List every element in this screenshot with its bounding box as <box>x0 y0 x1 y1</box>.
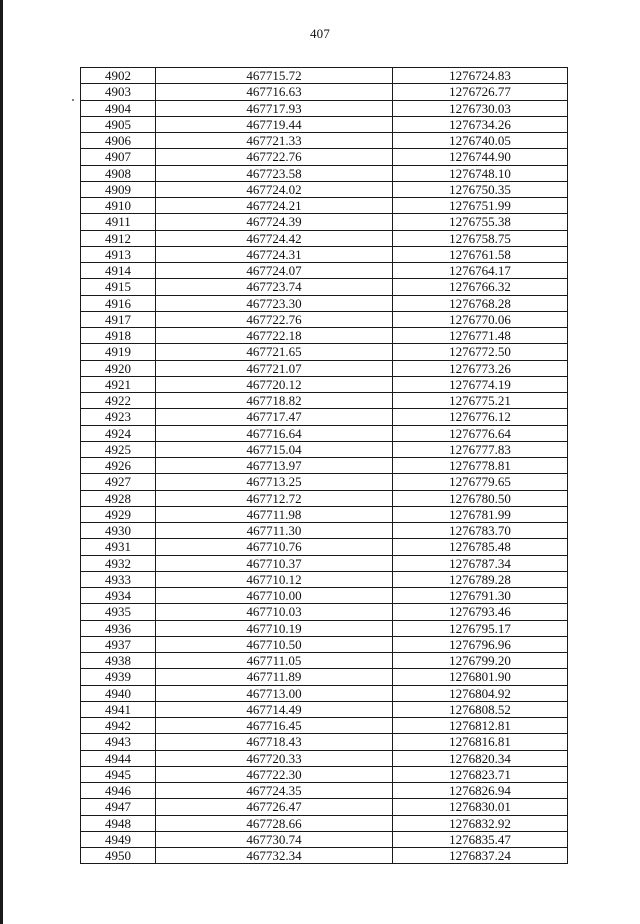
point-number-cell: 4916 <box>81 295 156 311</box>
y-coordinate-cell: 1276820.34 <box>393 750 568 766</box>
point-number-cell: 4942 <box>81 718 156 734</box>
table-row <box>81 604 568 620</box>
point-number-cell: 4919 <box>81 344 156 360</box>
x-coordinate-cell: 467726.47 <box>156 799 393 815</box>
x-coordinate-cell: 467723.74 <box>156 279 393 295</box>
y-coordinate-cell: 1276816.81 <box>393 734 568 750</box>
x-coordinate-cell: 467718.82 <box>156 393 393 409</box>
x-coordinate-cell: 467713.97 <box>156 458 393 474</box>
table-row <box>81 311 568 327</box>
table-row <box>81 734 568 750</box>
x-coordinate-cell: 467719.44 <box>156 116 393 132</box>
point-number-cell: 4940 <box>81 685 156 701</box>
y-coordinate-cell: 1276744.90 <box>393 149 568 165</box>
y-coordinate-cell: 1276785.48 <box>393 539 568 555</box>
x-coordinate-cell: 467716.45 <box>156 718 393 734</box>
table-row <box>81 263 568 279</box>
point-number-cell: 4932 <box>81 555 156 571</box>
x-coordinate-cell: 467720.12 <box>156 376 393 392</box>
x-coordinate-cell: 467723.30 <box>156 295 393 311</box>
y-coordinate-cell: 1276740.05 <box>393 133 568 149</box>
table-row <box>81 555 568 571</box>
point-number-cell: 4912 <box>81 230 156 246</box>
point-number-cell: 4911 <box>81 214 156 230</box>
table-row <box>81 295 568 311</box>
x-coordinate-cell: 467724.07 <box>156 263 393 279</box>
x-coordinate-cell: 467722.30 <box>156 766 393 782</box>
y-coordinate-cell: 1276776.12 <box>393 409 568 425</box>
table-row <box>81 133 568 149</box>
point-number-cell: 4925 <box>81 441 156 457</box>
point-number-cell: 4947 <box>81 799 156 815</box>
point-number-cell: 4944 <box>81 750 156 766</box>
x-coordinate-cell: 467712.72 <box>156 490 393 506</box>
y-coordinate-cell: 1276796.96 <box>393 636 568 652</box>
y-coordinate-cell: 1276837.24 <box>393 848 568 864</box>
table-row <box>81 409 568 425</box>
point-number-cell: 4910 <box>81 198 156 214</box>
point-number-cell: 4906 <box>81 133 156 149</box>
y-coordinate-cell: 1276791.30 <box>393 588 568 604</box>
point-number-cell: 4909 <box>81 181 156 197</box>
x-coordinate-cell: 467724.35 <box>156 783 393 799</box>
table-row <box>81 783 568 799</box>
y-coordinate-cell: 1276748.10 <box>393 165 568 181</box>
point-number-cell: 4931 <box>81 539 156 555</box>
x-coordinate-cell: 467724.02 <box>156 181 393 197</box>
y-coordinate-cell: 1276830.01 <box>393 799 568 815</box>
table-row <box>81 393 568 409</box>
table-row <box>81 165 568 181</box>
x-coordinate-cell: 467721.33 <box>156 133 393 149</box>
x-coordinate-cell: 467717.93 <box>156 100 393 116</box>
y-coordinate-cell: 1276801.90 <box>393 669 568 685</box>
point-number-cell: 4949 <box>81 831 156 847</box>
x-coordinate-cell: 467721.65 <box>156 344 393 360</box>
y-coordinate-cell: 1276795.17 <box>393 620 568 636</box>
y-coordinate-cell: 1276789.28 <box>393 571 568 587</box>
point-number-cell: 4933 <box>81 571 156 587</box>
table-row <box>81 198 568 214</box>
table-row <box>81 750 568 766</box>
table-row <box>81 848 568 864</box>
x-coordinate-cell: 467710.12 <box>156 571 393 587</box>
x-coordinate-cell: 467722.76 <box>156 149 393 165</box>
table-row <box>81 458 568 474</box>
point-number-cell: 4904 <box>81 100 156 116</box>
y-coordinate-cell: 1276772.50 <box>393 344 568 360</box>
point-number-cell: 4920 <box>81 360 156 376</box>
y-coordinate-cell: 1276808.52 <box>393 701 568 717</box>
y-coordinate-cell: 1276781.99 <box>393 506 568 522</box>
x-coordinate-cell: 467728.66 <box>156 815 393 831</box>
y-coordinate-cell: 1276726.77 <box>393 84 568 100</box>
point-number-cell: 4905 <box>81 116 156 132</box>
x-coordinate-cell: 467711.30 <box>156 523 393 539</box>
x-coordinate-cell: 467716.64 <box>156 425 393 441</box>
point-number-cell: 4902 <box>81 68 156 84</box>
table-row <box>81 718 568 734</box>
x-coordinate-cell: 467713.00 <box>156 685 393 701</box>
table-row <box>81 831 568 847</box>
point-number-cell: 4913 <box>81 246 156 262</box>
point-number-cell: 4907 <box>81 149 156 165</box>
y-coordinate-cell: 1276773.26 <box>393 360 568 376</box>
y-coordinate-cell: 1276758.75 <box>393 230 568 246</box>
point-number-cell: 4908 <box>81 165 156 181</box>
table-row <box>81 506 568 522</box>
table-row <box>81 441 568 457</box>
point-number-cell: 4915 <box>81 279 156 295</box>
table-row <box>81 376 568 392</box>
table-row <box>81 68 568 84</box>
table-row <box>81 100 568 116</box>
y-coordinate-cell: 1276832.92 <box>393 815 568 831</box>
y-coordinate-cell: 1276775.21 <box>393 393 568 409</box>
x-coordinate-cell: 467710.76 <box>156 539 393 555</box>
point-number-cell: 4934 <box>81 588 156 604</box>
x-coordinate-cell: 467710.19 <box>156 620 393 636</box>
point-number-cell: 4943 <box>81 734 156 750</box>
x-coordinate-cell: 467715.72 <box>156 68 393 84</box>
x-coordinate-cell: 467720.33 <box>156 750 393 766</box>
table-row <box>81 425 568 441</box>
y-coordinate-cell: 1276771.48 <box>393 328 568 344</box>
table-row <box>81 815 568 831</box>
table-row <box>81 669 568 685</box>
x-coordinate-cell: 467724.42 <box>156 230 393 246</box>
table-row <box>81 539 568 555</box>
x-coordinate-cell: 467722.76 <box>156 311 393 327</box>
x-coordinate-cell: 467710.37 <box>156 555 393 571</box>
y-coordinate-cell: 1276751.99 <box>393 198 568 214</box>
table-row <box>81 571 568 587</box>
table-row <box>81 181 568 197</box>
table-row <box>81 360 568 376</box>
y-coordinate-cell: 1276826.94 <box>393 783 568 799</box>
page-number: 407 <box>309 26 331 41</box>
table-row <box>81 230 568 246</box>
x-coordinate-cell: 467730.74 <box>156 831 393 847</box>
point-number-cell: 4948 <box>81 815 156 831</box>
point-number-cell: 4941 <box>81 701 156 717</box>
table-row <box>81 344 568 360</box>
y-coordinate-cell: 1276724.83 <box>393 68 568 84</box>
x-coordinate-cell: 467732.34 <box>156 848 393 864</box>
y-coordinate-cell: 1276812.81 <box>393 718 568 734</box>
table-row <box>81 653 568 669</box>
y-coordinate-cell: 1276804.92 <box>393 685 568 701</box>
x-coordinate-cell: 467710.00 <box>156 588 393 604</box>
coordinate-table-body <box>81 68 568 864</box>
table-row <box>81 328 568 344</box>
point-number-cell: 4928 <box>81 490 156 506</box>
point-number-cell: 4938 <box>81 653 156 669</box>
point-number-cell: 4930 <box>81 523 156 539</box>
point-number-cell: 4945 <box>81 766 156 782</box>
point-number-cell: 4926 <box>81 458 156 474</box>
table-row <box>81 701 568 717</box>
table-row <box>81 149 568 165</box>
table-row <box>81 490 568 506</box>
table-row <box>81 279 568 295</box>
x-coordinate-cell: 467710.50 <box>156 636 393 652</box>
y-coordinate-cell: 1276761.58 <box>393 246 568 262</box>
table-row <box>81 766 568 782</box>
y-coordinate-cell: 1276776.64 <box>393 425 568 441</box>
y-coordinate-cell: 1276799.20 <box>393 653 568 669</box>
coordinate-table <box>80 67 568 864</box>
point-number-cell: 4918 <box>81 328 156 344</box>
x-coordinate-cell: 467724.31 <box>156 246 393 262</box>
table-row <box>81 685 568 701</box>
y-coordinate-cell: 1276755.38 <box>393 214 568 230</box>
x-coordinate-cell: 467722.18 <box>156 328 393 344</box>
table-row <box>81 474 568 490</box>
y-coordinate-cell: 1276730.03 <box>393 100 568 116</box>
table-row <box>81 588 568 604</box>
x-coordinate-cell: 467718.43 <box>156 734 393 750</box>
x-coordinate-cell: 467721.07 <box>156 360 393 376</box>
x-coordinate-cell: 467711.98 <box>156 506 393 522</box>
x-coordinate-cell: 467716.63 <box>156 84 393 100</box>
point-number-cell: 4927 <box>81 474 156 490</box>
y-coordinate-cell: 1276778.81 <box>393 458 568 474</box>
point-number-cell: 4921 <box>81 376 156 392</box>
y-coordinate-cell: 1276750.35 <box>393 181 568 197</box>
x-coordinate-cell: 467723.58 <box>156 165 393 181</box>
point-number-cell: 4914 <box>81 263 156 279</box>
y-coordinate-cell: 1276835.47 <box>393 831 568 847</box>
y-coordinate-cell: 1276764.17 <box>393 263 568 279</box>
table-row <box>81 84 568 100</box>
x-coordinate-cell: 467715.04 <box>156 441 393 457</box>
x-coordinate-cell: 467711.89 <box>156 669 393 685</box>
x-coordinate-cell: 467713.25 <box>156 474 393 490</box>
y-coordinate-cell: 1276777.83 <box>393 441 568 457</box>
y-coordinate-cell: 1276793.46 <box>393 604 568 620</box>
x-coordinate-cell: 467717.47 <box>156 409 393 425</box>
point-number-cell: 4946 <box>81 783 156 799</box>
point-number-cell: 4950 <box>81 848 156 864</box>
y-coordinate-cell: 1276823.71 <box>393 766 568 782</box>
table-row <box>81 799 568 815</box>
point-number-cell: 4923 <box>81 409 156 425</box>
point-number-cell: 4939 <box>81 669 156 685</box>
scan-speck <box>72 99 74 101</box>
point-number-cell: 4903 <box>81 84 156 100</box>
table-row <box>81 523 568 539</box>
y-coordinate-cell: 1276734.26 <box>393 116 568 132</box>
point-number-cell: 4936 <box>81 620 156 636</box>
scan-edge-shadow <box>0 0 3 924</box>
point-number-cell: 4917 <box>81 311 156 327</box>
y-coordinate-cell: 1276787.34 <box>393 555 568 571</box>
x-coordinate-cell: 467724.21 <box>156 198 393 214</box>
x-coordinate-cell: 467724.39 <box>156 214 393 230</box>
y-coordinate-cell: 1276783.70 <box>393 523 568 539</box>
point-number-cell: 4924 <box>81 425 156 441</box>
table-row <box>81 214 568 230</box>
y-coordinate-cell: 1276779.65 <box>393 474 568 490</box>
point-number-cell: 4929 <box>81 506 156 522</box>
y-coordinate-cell: 1276770.06 <box>393 311 568 327</box>
y-coordinate-cell: 1276766.32 <box>393 279 568 295</box>
x-coordinate-cell: 467711.05 <box>156 653 393 669</box>
table-row <box>81 116 568 132</box>
y-coordinate-cell: 1276768.28 <box>393 295 568 311</box>
table-row <box>81 246 568 262</box>
table-row <box>81 620 568 636</box>
y-coordinate-cell: 1276774.19 <box>393 376 568 392</box>
y-coordinate-cell: 1276780.50 <box>393 490 568 506</box>
table-row <box>81 636 568 652</box>
x-coordinate-cell: 467710.03 <box>156 604 393 620</box>
point-number-cell: 4937 <box>81 636 156 652</box>
x-coordinate-cell: 467714.49 <box>156 701 393 717</box>
point-number-cell: 4935 <box>81 604 156 620</box>
point-number-cell: 4922 <box>81 393 156 409</box>
